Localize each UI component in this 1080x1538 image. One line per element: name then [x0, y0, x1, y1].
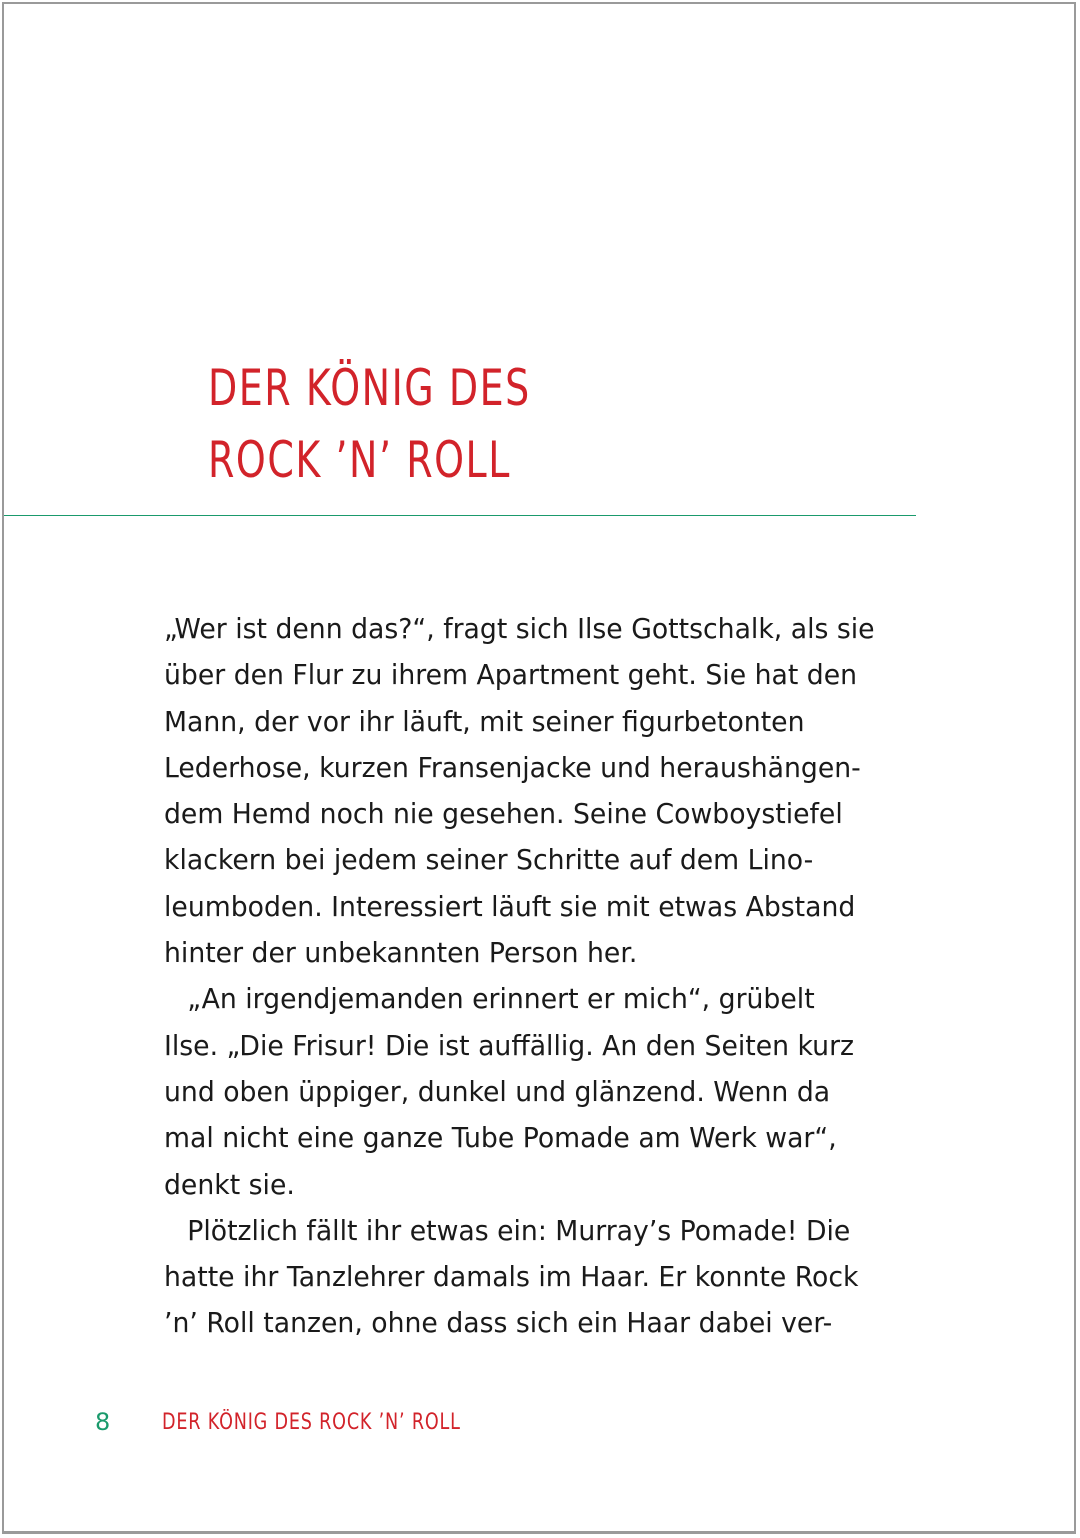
chapter-title-line-2: ROCK ’N’ ROLL	[208, 431, 511, 489]
body-line: klackern bei jedem seiner Schritte auf dem Lino-	[164, 844, 814, 877]
body-line: dem Hemd noch nie gesehen. Seine Cowboystiefel	[164, 798, 843, 831]
body-line: leumboden. Interessiert läuft sie mit etwas Abstand	[164, 890, 856, 923]
body-line: mal nicht eine ganze Tube Pomade am Werk war“,	[164, 1122, 837, 1155]
body-line: Lederhose, kurzen Fransenjacke und heraushängen-	[164, 751, 861, 784]
body-line: „An irgendjemanden erinnert er mich“, grübelt	[187, 983, 815, 1016]
body-line: ’n’ Roll tanzen, ohne dass sich ein Haar dabei ver-	[164, 1307, 833, 1340]
body-text	[164, 606, 901, 1347]
body-line: hatte ihr Tanzlehrer damals im Haar. Er konnte Rock	[164, 1261, 859, 1294]
body-line: und oben üppiger, dunkel und glänzend. Wenn da	[164, 1075, 831, 1108]
chapter-title-line-1: DER KÖNIG DES	[208, 359, 531, 417]
body-line: über den Flur zu ihrem Apartment geht. Sie hat den	[164, 659, 858, 692]
body-line: „Wer ist denn das?“, fragt sich Ilse Gottschalk, als sie	[164, 613, 875, 645]
body-line: Mann, der vor ihr läuft, mit seiner figurbetonten	[164, 705, 805, 738]
chapter-title	[208, 352, 531, 496]
body-line: Plötzlich fällt ihr etwas ein: Murray’s Pomade! Die	[187, 1214, 851, 1247]
title-divider	[4, 515, 916, 516]
body-line: denkt sie.	[164, 1168, 295, 1201]
page-number: 8	[95, 1408, 111, 1436]
body-line: Ilse. „Die Frisur! Die ist auffällig. An den Seiten kurz	[164, 1029, 855, 1062]
running-header: DER KÖNIG DES ROCK ’N’ ROLL	[162, 1410, 461, 1435]
body-line: hinter der unbekannten Person her.	[164, 937, 638, 970]
